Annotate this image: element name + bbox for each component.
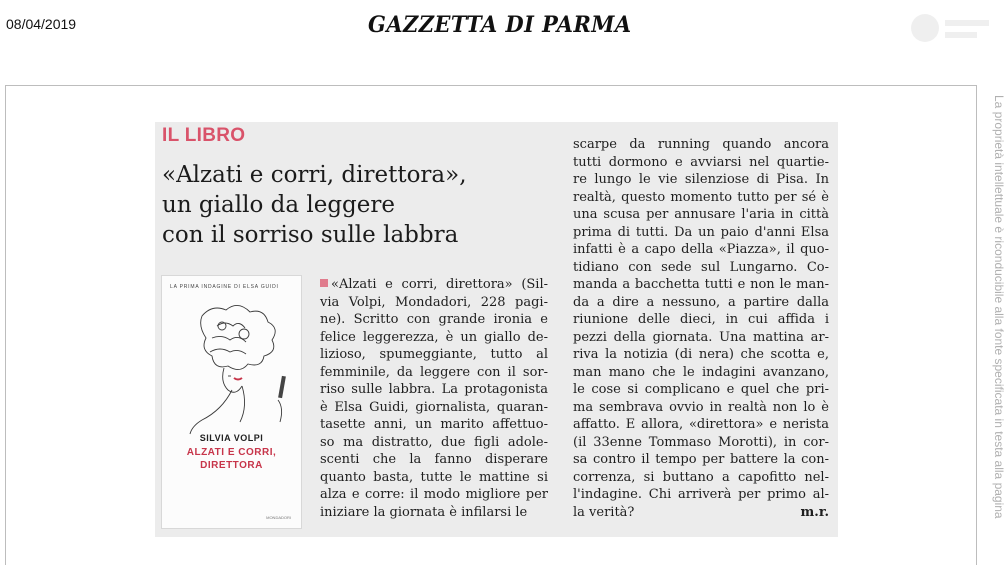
copyright-side-note: La proprietà intellettuale è riconducibile alla fonte specificata in testa alla pagina bbox=[992, 95, 1006, 519]
article-text-line bbox=[320, 486, 548, 504]
article-kicker: IL LIBRO bbox=[162, 125, 246, 146]
article-text-line bbox=[573, 206, 829, 224]
article-text-line bbox=[573, 434, 829, 452]
article-text-line bbox=[320, 451, 548, 469]
article-text: re lungo le vie silenziose di Pisa. In bbox=[573, 172, 829, 187]
article-text: alza e corre: il modo migliore per bbox=[320, 487, 548, 502]
article-text: «Alzati e corri, direttora» (Sil- bbox=[331, 277, 548, 292]
article-text-line bbox=[320, 346, 548, 364]
article-text: da a dire a nessuno, a partire dalla bbox=[573, 294, 829, 310]
headline-line: con il sorriso sulle labbra bbox=[162, 222, 459, 248]
article-text: man mano che le indagini avanzano, bbox=[573, 364, 829, 380]
article-text-line bbox=[573, 276, 829, 294]
article-text: so ma distratto, due figli adole- bbox=[320, 434, 548, 450]
article-text: è Elsa Guidi, giornalista, quaran- bbox=[320, 399, 548, 415]
article-text-line bbox=[320, 311, 548, 329]
article-text: felice leggerezza, è un giallo de- bbox=[320, 329, 548, 345]
article-text-line bbox=[573, 399, 829, 417]
article-text: iniziare la giornata è infilarsi le bbox=[320, 504, 528, 520]
article-text: scenti che la fanno disperare bbox=[320, 452, 548, 467]
article-text: una scusa per annusare l'aria in città bbox=[573, 207, 829, 222]
article-text: ma sembrava ovvio in realtà non lo è bbox=[573, 399, 829, 415]
article-text-line bbox=[573, 416, 829, 434]
book-cover bbox=[161, 275, 302, 529]
article-text-line bbox=[573, 189, 829, 207]
article-text: pezzi della giornata. Una mattina ar- bbox=[573, 329, 829, 345]
cover-title-line: DIRETTORA bbox=[200, 460, 263, 471]
article-column-1 bbox=[320, 276, 548, 521]
article-text-line bbox=[573, 241, 829, 259]
article-text-line bbox=[320, 469, 548, 487]
faded-logo-icon bbox=[905, 8, 995, 48]
paragraph-marker-icon bbox=[320, 279, 328, 287]
article-text-line bbox=[573, 311, 829, 329]
article-text: tutti dormono e avviarsi nel quartie- bbox=[573, 154, 829, 170]
article-text-line bbox=[320, 399, 548, 417]
article-text-line bbox=[573, 346, 829, 364]
cover-title bbox=[162, 446, 301, 472]
cover-publisher: MONDADORI bbox=[266, 515, 291, 520]
article-text-line bbox=[320, 416, 548, 434]
newspaper-masthead: GAZZETTA DI PARMA bbox=[368, 12, 632, 38]
article-text: riso sulle labbra. La protagonista bbox=[320, 382, 548, 397]
article-text-line bbox=[320, 504, 548, 522]
headline-line: un giallo da leggere bbox=[162, 192, 395, 218]
article-text-line bbox=[573, 154, 829, 172]
article-text-line bbox=[573, 259, 829, 277]
cover-title-line: ALZATI E CORRI, bbox=[186, 447, 277, 458]
article-text: infatti è a capo della «Piazza», il quo- bbox=[573, 242, 829, 257]
article-text: la verità? bbox=[573, 504, 635, 520]
article-text-line bbox=[573, 136, 829, 154]
clipping-date: 08/04/2019 bbox=[6, 16, 77, 32]
article-text: scarpe da running quando ancora bbox=[573, 137, 829, 152]
article-text: riva la notizia (di nera) che scotta e, bbox=[573, 347, 829, 362]
article-text-line bbox=[320, 276, 548, 294]
article-text: manda a bacchetta tutti e non le man- bbox=[573, 277, 829, 292]
article-text: tasette anni, un marito affettuo- bbox=[320, 417, 548, 432]
article-text: prima di tutti. Da un paio d'anni Elsa bbox=[573, 224, 829, 240]
article-text-line bbox=[573, 294, 829, 312]
article-text-line bbox=[573, 224, 829, 242]
article-text: affatto. E allora, «direttora» e nerista bbox=[573, 417, 829, 432]
article-text-line bbox=[573, 171, 829, 189]
headline-line: «Alzati e corri, direttora», bbox=[162, 162, 467, 188]
cover-series-label: LA PRIMA INDAGINE DI ELSA GUIDI bbox=[170, 284, 279, 290]
article-text: (il 33enne Tommaso Morotti), in cor- bbox=[573, 434, 829, 450]
article-text: l'indagine. Chi arriverà per primo al- bbox=[573, 487, 829, 502]
article-text: realtà, questo momento tutto per sé è bbox=[573, 189, 829, 205]
article-text: via Volpi, Mondadori, 228 pagi- bbox=[320, 294, 548, 310]
article-text-line bbox=[320, 329, 548, 347]
article-text: sa contro il tempo per battere la con- bbox=[573, 452, 829, 467]
article-text-line bbox=[320, 381, 548, 399]
article-text: correnza, si buttano a capofitto nel- bbox=[573, 469, 829, 485]
article-text: riunione delle dieci, in cui affida i bbox=[573, 312, 829, 327]
article-signature: m.r. bbox=[800, 504, 829, 520]
article-text: quanto basta, tutte le mattine si bbox=[320, 469, 548, 485]
article-text: tidiano con sede sul Lungarno. Co- bbox=[573, 259, 829, 275]
article-text-line bbox=[573, 329, 829, 347]
article-text-line bbox=[573, 486, 829, 504]
cover-author: SILVIA VOLPI bbox=[199, 433, 264, 443]
article-text-line bbox=[320, 364, 548, 382]
article-text: le cose si complicano e quel che pri- bbox=[573, 382, 829, 397]
article-text-line bbox=[573, 504, 829, 522]
article-text: femminile, da leggere con il sor- bbox=[320, 364, 548, 380]
article-text: lizioso, spumeggiante, tutto al bbox=[320, 347, 548, 362]
article-text-line bbox=[320, 294, 548, 312]
article-text-line bbox=[573, 451, 829, 469]
article-text-line bbox=[573, 364, 829, 382]
cover-illustration-icon bbox=[162, 276, 303, 530]
article-text: ne). Scritto con grande ironia e bbox=[320, 312, 548, 327]
article-text-line bbox=[573, 381, 829, 399]
article-column-2 bbox=[573, 136, 829, 521]
article-text-line bbox=[320, 434, 548, 452]
article-headline bbox=[162, 160, 562, 250]
article-text-line bbox=[573, 469, 829, 487]
